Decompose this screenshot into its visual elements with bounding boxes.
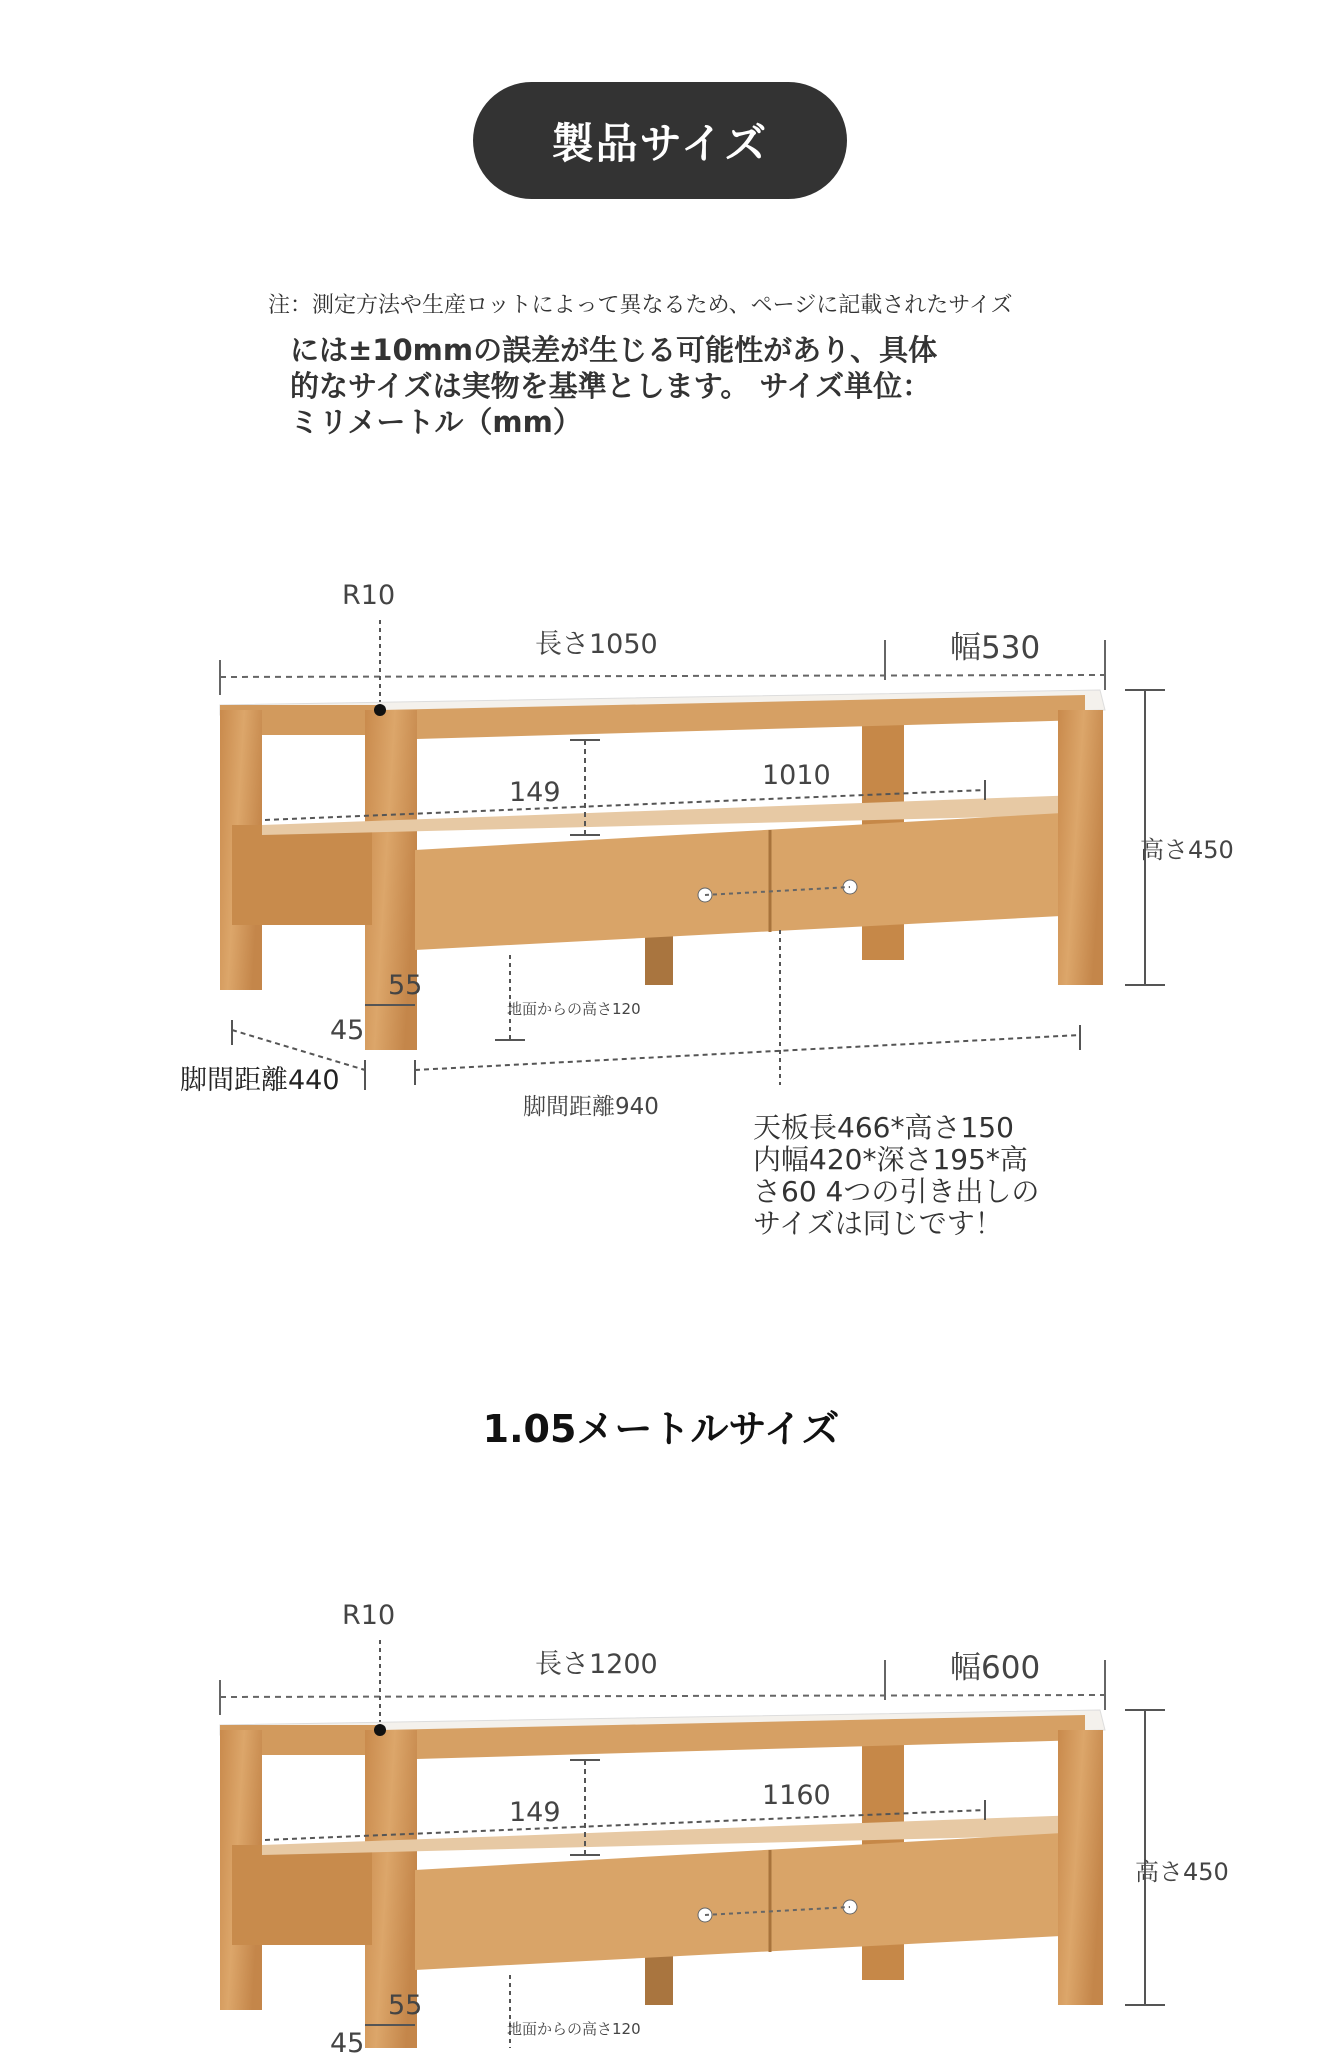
drawer-note-line: サイズは同じです！: [753, 1207, 1003, 1240]
length-label: 長さ1200: [535, 1649, 658, 1680]
length-label: 長さ1050: [535, 629, 658, 660]
note-line-2: には±10mmの誤差が生じる可能性があり、具体: [290, 333, 938, 367]
leg-distance-side-label: 脚間距離440: [180, 1065, 340, 1096]
drawer-note-line: 内幅420*深さ195*高: [753, 1143, 1028, 1176]
size-section-title: 1.05メートルサイズ: [482, 1407, 840, 1451]
radius-label: R10: [342, 1600, 396, 1631]
leg-depth-label: 45: [330, 2028, 365, 2059]
width-label: 幅600: [950, 1650, 1041, 1686]
height-label: 高さ450: [1135, 1858, 1229, 1886]
height-label: 高さ450: [1140, 836, 1234, 864]
inner-length-label: 1160: [762, 1780, 831, 1811]
leg-width-label: 55: [388, 970, 423, 1001]
radius-label: R10: [342, 580, 396, 611]
note-line-1: 注：測定方法や生産ロットによって異なるため、ページに記載されたサイズ: [268, 293, 1013, 318]
shelf-gap-label: 149: [509, 1797, 561, 1828]
drawer-note: [753, 1112, 1039, 1240]
section-title-pill: [473, 82, 847, 199]
note-line-3: 的なサイズは実物を基準とします。 サイズ単位：: [290, 369, 932, 403]
leg-distance-front-label: 脚間距離940: [523, 1094, 659, 1120]
leg-width-label: 55: [388, 1990, 423, 2021]
dimension-diagram-1: [0, 580, 1322, 1280]
width-label: 幅530: [950, 630, 1041, 666]
table-illustration-1: [0, 580, 1322, 1100]
leg-depth-label: 45: [330, 1015, 365, 1046]
product-size-title: 製品サイズ: [551, 118, 769, 168]
ground-clearance-label: 地面からの高さ120: [507, 2020, 641, 2038]
inner-length-label: 1010: [762, 760, 831, 791]
note-body: [290, 332, 1050, 440]
drawer-note-line: 天板長466*高さ150: [753, 1111, 1014, 1144]
dimension-diagram-2: [0, 1600, 1322, 2059]
drawer-note-line: さ60 4つの引き出しの: [753, 1175, 1040, 1208]
shelf-gap-label: 149: [509, 777, 561, 808]
ground-clearance-label: 地面からの高さ120: [507, 1000, 641, 1018]
note-line-4: ミリメートル（mm）: [290, 405, 582, 439]
table-illustration-2: [0, 1600, 1322, 2048]
